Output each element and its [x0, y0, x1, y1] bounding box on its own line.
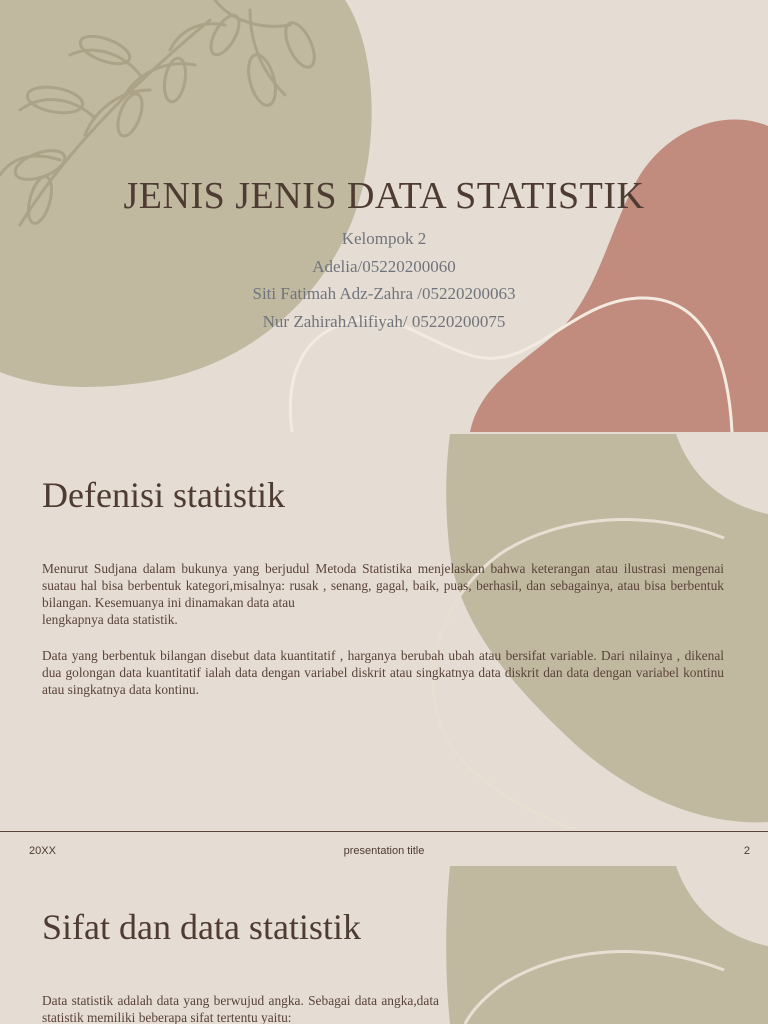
- section-heading: Defenisi statistik: [42, 475, 285, 515]
- slide-title: JENIS JENIS DATA STATISTIK: [123, 175, 645, 217]
- definition-slide: [0, 434, 768, 830]
- sage-blob: [446, 434, 768, 822]
- subtitle-member-3: Nur ZahirahAlifiyah/ 05220200075: [262, 312, 506, 331]
- subtitle-member-2: Siti Fatimah Adz-Zahra /05220200063: [252, 284, 516, 303]
- definition-paragraph-1-end: lengkapnya data statistik.: [42, 612, 178, 627]
- section-heading: Sifat dan data statistik: [42, 907, 361, 947]
- footer-page-number: 2: [743, 845, 750, 857]
- title-slide: [0, 0, 768, 432]
- footer-presentation-title: presentation title: [343, 845, 425, 857]
- slide-footer: [0, 831, 768, 867]
- subtitle-group-name: Kelompok 2: [341, 229, 427, 248]
- sage-blob: [446, 866, 768, 1024]
- definition-paragraph-2: Data yang berbentuk bilangan disebut data kuantitatif , harganya berubah ubah atau bersifat variable. Dari nilainya , dikenal dua golongan data kuantitatif ialah data dengan variabel diskrit atau singkatnya data diskrit dan data dengan variabel kontinu atau singkatnya data kontinu.: [42, 648, 724, 697]
- definition-paragraph-1: Menurut Sudjana dalam bukunya yang berjudul Metoda Statistika menjelaskan bahwa keterangan atau ilustrasi mengenai suatau hal bisa berbentuk kategori,misalnya: rusak , senang, gagal, baik, puas, berhasil, dan sebagainya, atau bisa berbentuk bilangan. Kesemuanya ini dinamakan data atau: [42, 561, 724, 610]
- properties-paragraph: Data statistik adalah data yang berwujud angka. Sebagai data angka,data statistik memiliki beberapa sifat tertentu yaitu:: [42, 993, 439, 1024]
- properties-slide: [0, 866, 768, 1024]
- footer-year: 20XX: [29, 845, 56, 857]
- subtitle-member-1: Adelia/05220200060: [312, 257, 456, 276]
